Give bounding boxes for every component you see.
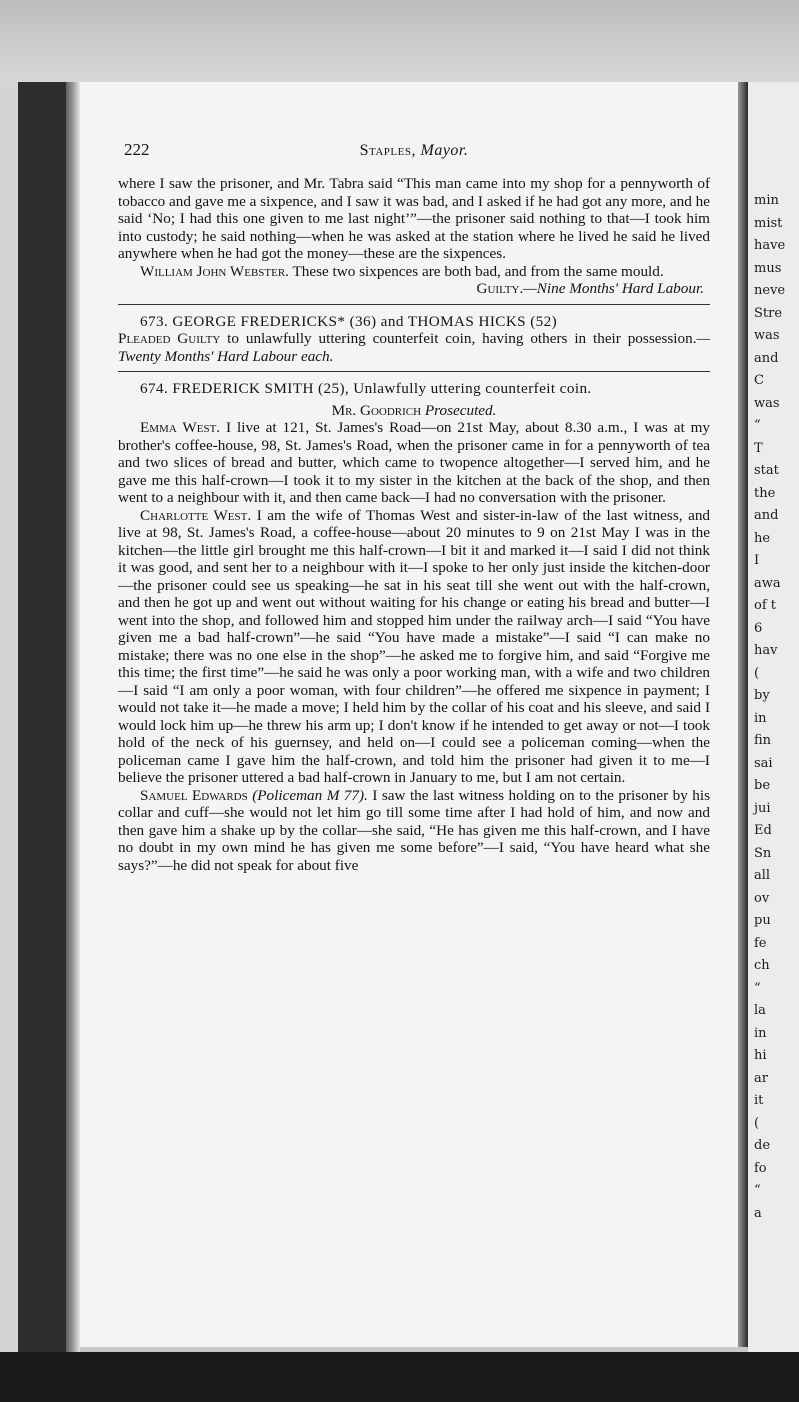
- facing-page-text-fragment: la: [754, 1003, 766, 1018]
- facing-page-text-fragment: ar: [754, 1070, 768, 1086]
- case-674-title: 674. FREDERICK SMITH (25), Unlawfully uttering counterfeit coin.: [140, 380, 592, 397]
- facing-page-text-fragment: C: [754, 373, 764, 388]
- witness-text-samuel-edwards: I saw the last witness holding on to the prisoner by his collar and cuff—she would not let him go till some time after I had hold of him, and now and then gave him a shake up by the collar—she said, “He has given me this half-crown, and I have no doubt in my own mind he has given me some before”—I said, “You have heard what she says?”—he did not speak for about five: [118, 786, 710, 874]
- facing-page-text-fragment: min: [754, 193, 779, 208]
- case-673-sentence: —Twenty Months' Hard Labour each.: [118, 330, 711, 365]
- witness-name-samuel-edwards: Samuel Edwards: [140, 786, 248, 804]
- facing-page-text-fragment: mist: [754, 215, 783, 231]
- facing-page-text-fragment: ch: [754, 958, 770, 973]
- facing-page-text-fragment: and: [754, 508, 779, 523]
- facing-page-text-fragment: “: [754, 1183, 761, 1198]
- webster-testimony: [118, 263, 710, 281]
- facing-page-text-fragment: “: [754, 980, 761, 996]
- facing-page-text-fragment: “: [754, 418, 761, 433]
- case-673-plea: [118, 330, 710, 365]
- case-673-text: to unlawfully uttering counterfeit coin, having others in their possession.: [227, 330, 697, 347]
- facing-page-text-fragment: and: [754, 350, 779, 366]
- page-edge-shadow: [738, 82, 748, 1347]
- scan-bottom-margin: [0, 1352, 799, 1402]
- witness-text-webster: These two sixpences are both bad, and from the same mould.: [292, 262, 664, 280]
- page-number: 222: [124, 140, 150, 159]
- facing-page-text-fragment: T: [754, 440, 763, 456]
- case-673-plea-label: Pleaded Guilty: [118, 330, 221, 347]
- facing-page-text-fragment: be: [754, 778, 771, 793]
- witness-role-samuel-edwards: (Policeman M 77).: [252, 786, 368, 804]
- facing-page-text-fragment: stat: [754, 463, 779, 478]
- facing-page-text-fragment: was: [754, 395, 780, 411]
- section-divider: [118, 371, 710, 372]
- facing-page-text-fragment: mus: [754, 260, 782, 276]
- charlotte-west-testimony: [118, 507, 710, 787]
- facing-page-text-fragment: Ed: [754, 823, 772, 838]
- page-header: [118, 135, 710, 161]
- running-head-name: Staples,: [359, 142, 416, 159]
- witness-text-charlotte-west: I am the wife of Thomas West and sister-in-law of the last witness, and live at 98, St. James's Road, a coffee-house—about 20 minutes to 9 on 21st May I was in the kitchen—the little girl brought me this half-crown—I bit it and marked it—I said I did not think it was good, and sent her to a neighbour with it—I spoke to her only just inside the kitchen-door—the prisoner could see us speaking—he sat in his seat till she went out with the half-crown, and then he got up and went out without waiting for his change or eating his bread and butter—I went into the shop, and followed him and stopped him under the railway arch—I said “You have given me a bad half-crown”—he said “You have made a mistake”—I said “I can make no mistake; there was no one else in the shop”—he asked me to forgive him, and said “Forgive me this time; the first time”—he said he was only a poor working man, with a wife and two children—I said “I am only a poor woman, with four children”—he offered me sixpence in payment; I would not take it—he made a move; I held him by the collar of his coat and his sleeve, and said I would lock him up—he threw his arm up; I don't know if he intended to get away or not—I took hold of the neck of his guernsey, and held on—I could see a policeman coming—when the policeman came I gave him the half-crown, and told him the prisoner had given it to me—I believe the prisoner uttered a bad half-crown in January to me, but I am not certain.: [118, 506, 711, 786]
- case-673-title: 673. GEORGE FREDERICKS* (36) and THOMAS HICKS (52): [140, 312, 558, 330]
- scan-top-margin: [0, 0, 799, 82]
- facing-page-text-fragment: all: [754, 868, 771, 883]
- facing-page-text-fragment: hav: [754, 643, 778, 658]
- section-divider: [118, 304, 710, 305]
- facing-page-text-fragment: fin: [754, 733, 772, 748]
- continued-testimony: where I saw the prisoner, and Mr. Tabra said “This man came into my shop for a pennyworth of tobacco and gave me a sixpence, and I saw it was bad, and I asked if he had got any more, and he said ‘No; I had this one given to me last night’”—the prisoner said nothing to that—I took him into custody; he said nothing—when he was asked at the station where he lived he said he lived anywhere when he had got the money—these are the sixpences.: [118, 175, 710, 262]
- prosecutor-role: Prosecuted.: [424, 401, 497, 419]
- facing-page-text-fragment: awa: [754, 575, 781, 591]
- facing-page-text-fragment: (: [754, 665, 760, 681]
- witness-name-webster: William John Webster.: [140, 262, 289, 280]
- facing-page-text-fragment: he: [754, 530, 771, 546]
- facing-page-text-fragment: it: [754, 1093, 764, 1108]
- running-head-title: Mayor.: [420, 142, 469, 159]
- facing-page-text-fragment: jui: [754, 800, 771, 816]
- facing-page-text-fragment: in: [754, 710, 767, 726]
- facing-page-fragment: [748, 82, 799, 1352]
- prosecutor-name: Mr. Goodrich: [331, 401, 422, 419]
- book-binding: [18, 82, 66, 1352]
- facing-page-text-fragment: of t: [754, 598, 776, 613]
- facing-page-text-fragment: was: [754, 328, 780, 343]
- facing-page-text-fragment: I: [754, 553, 760, 568]
- facing-page-text-fragment: fe: [754, 935, 767, 951]
- facing-page-text-fragment: a: [754, 1205, 762, 1221]
- witness-name-charlotte-west: Charlotte West.: [140, 506, 252, 524]
- scan-left-margin: [0, 82, 18, 1402]
- facing-page-text-fragment: de: [754, 1138, 771, 1153]
- verdict: [477, 280, 705, 298]
- witness-text-emma-west: I live at 121, St. James's Road—on 21st May, about 8.30 a.m., I was at my brother's coffee-house, 98, St. James's Road, when the prisoner came in for a pennyworth of tea and two slices of bread and butter, which came to twopence altogether—I served him, and he gave me this half-crown—I took it to my sister in the kitchen at the back of the shop, and then went to a neighbour with it, and then came back—I had no conversation with the prisoner.: [118, 419, 710, 506]
- facing-page-text-fragment: ov: [754, 890, 770, 906]
- page-content: [118, 135, 710, 874]
- facing-page-text-fragment: pu: [754, 913, 771, 928]
- facing-page-text-fragment: have: [754, 238, 786, 253]
- facing-page-text-fragment: hi: [754, 1048, 767, 1063]
- facing-page-text-fragment: neve: [754, 283, 786, 298]
- witness-name-emma-west: Emma West.: [140, 419, 221, 436]
- verdict-label: Guilty.: [476, 280, 524, 297]
- verdict-sentence: —Nine Months' Hard Labour.: [523, 280, 704, 297]
- prosecution-line: [118, 402, 710, 420]
- facing-page-text-fragment: by: [754, 688, 770, 703]
- facing-page-text-fragment: the: [754, 485, 776, 501]
- verdict-line: [118, 280, 710, 298]
- running-head: [118, 142, 710, 160]
- facing-page-text-fragment: sai: [754, 755, 773, 771]
- page-gutter-shadow: [66, 82, 80, 1352]
- facing-page-text-fragment: (: [754, 1115, 760, 1131]
- facing-page-text-fragment: 6: [754, 620, 763, 636]
- facing-page-text-fragment: fo: [754, 1160, 767, 1176]
- facing-page-text-fragment: in: [754, 1025, 767, 1041]
- facing-page-text-fragment: Stre: [754, 305, 783, 321]
- samuel-edwards-testimony: [118, 787, 710, 875]
- emma-west-testimony: [118, 419, 710, 507]
- facing-page-text-fragment: Sn: [754, 845, 772, 861]
